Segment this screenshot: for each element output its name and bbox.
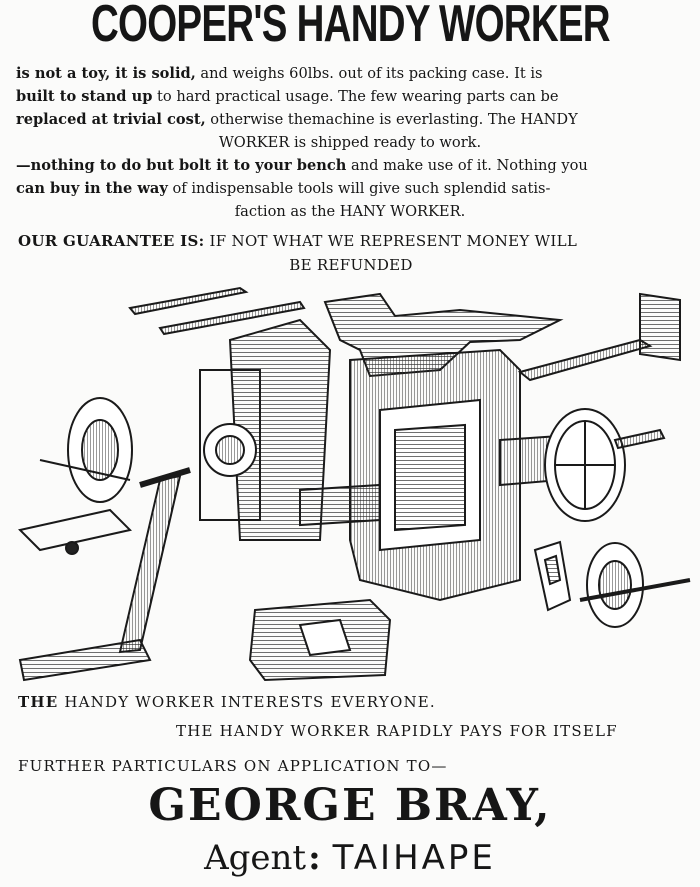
body-paragraph bbox=[16, 62, 684, 223]
slogan-interests-text: HANDY WORKER INTERESTS EVERYONE. bbox=[58, 693, 436, 711]
clamp-icon bbox=[535, 542, 570, 610]
body-line-3-lead: replaced at trivial cost, bbox=[16, 111, 206, 128]
body-line-5-lead: —nothing to do but bolt it to your bench bbox=[16, 157, 347, 174]
slogan-interests bbox=[18, 693, 436, 711]
guarantee-text bbox=[18, 229, 684, 277]
slogan-interests-lead: THE bbox=[18, 693, 59, 711]
body-line-6-lead: can buy in the way bbox=[16, 180, 168, 197]
body-line-7: faction as the HANY WORKER. bbox=[234, 203, 466, 220]
guarantee-lead: OUR GUARANTEE IS: bbox=[18, 232, 205, 250]
body-line-1-lead: is not a toy, it is solid, bbox=[16, 65, 196, 82]
body-line-1: and weighs 60lbs. out of its packing case. It is bbox=[195, 65, 543, 82]
slogan-pays: THE HANDY WORKER RAPIDLY PAYS FOR ITSELF bbox=[176, 722, 618, 740]
body-line-5: and make use of it. Nothing you bbox=[346, 157, 588, 174]
emery-wheel-icon bbox=[580, 543, 690, 627]
agent-place: TAIHAPE bbox=[332, 838, 496, 878]
body-line-4: WORKER is shipped ready to work. bbox=[218, 134, 482, 151]
agent-location bbox=[0, 838, 700, 878]
body-line-6: of indispensable tools will give such splendid satis- bbox=[167, 180, 551, 197]
body-line-2-lead: built to stand up bbox=[16, 88, 153, 105]
headline: COOPER'S HANDY WORKER bbox=[91, 0, 610, 53]
machine-frame-icon bbox=[350, 350, 520, 600]
agent-name: GEORGE BRAY, bbox=[148, 780, 552, 831]
tool-rest-icon bbox=[520, 294, 680, 380]
machine-illustration bbox=[0, 280, 700, 690]
body-line-2: to hard practical usage. The few wearing parts can be bbox=[152, 88, 559, 105]
body-line-3: otherwise themachine is everlasting. The HANDY bbox=[205, 111, 578, 128]
agent-colon: : bbox=[308, 838, 321, 878]
vise-block-icon bbox=[250, 600, 390, 680]
guarantee-body: IF NOT WHAT WE REPRESENT MONEY WILL bbox=[204, 232, 578, 250]
agent-label: Agent bbox=[204, 838, 307, 878]
grinding-wheel-icon bbox=[20, 398, 132, 554]
handwheel-icon bbox=[545, 409, 664, 521]
guarantee-body-2: BE REFUNDED bbox=[289, 256, 413, 274]
slogan-further: FURTHER PARTICULARS ON APPLICATION TO— bbox=[18, 757, 448, 775]
